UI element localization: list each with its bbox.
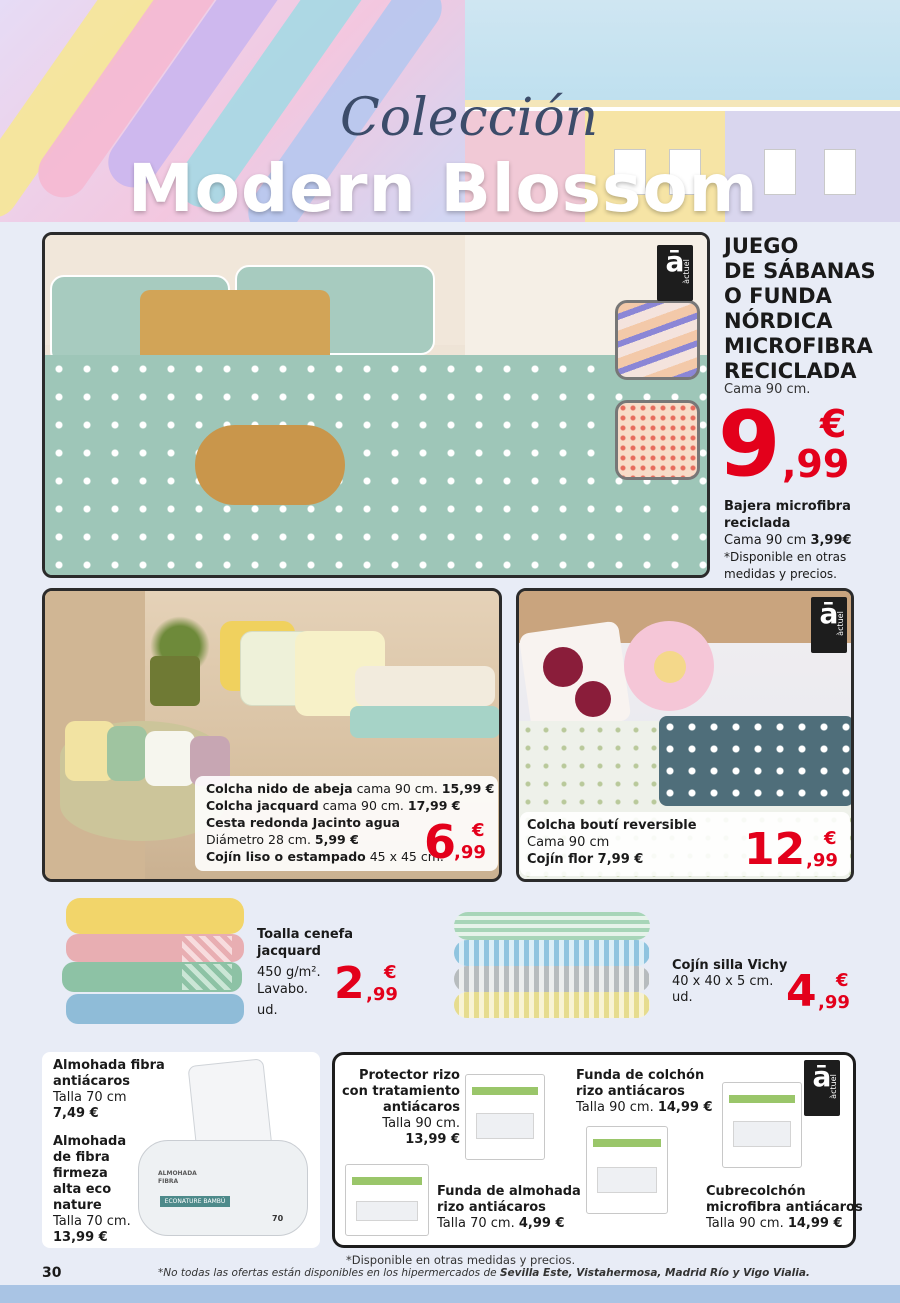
pillow-b-info: Almohada de fibra firmeza alta eco nature Talla 70 cm. 13,99 € [53, 1134, 131, 1245]
main-product-size: Cama 90 cm. [724, 382, 811, 397]
bouti-price: 12 € ,99 [744, 824, 838, 875]
bed-photo [42, 232, 710, 578]
cubrecolchon-package [722, 1082, 802, 1168]
colcha-price: 6 € ,99 [424, 815, 486, 869]
towel-price: 2 € ,99 [334, 958, 398, 1009]
towels-image [62, 894, 252, 1030]
protector-info: Protector rizo con tratamiento antiácaros Talla 90 cm. 13,99 € [341, 1068, 460, 1147]
main-product-title: JUEGO DE SÁBANAS O FUNDA NÓRDICA MICROFIBRA RECICLADA [724, 234, 876, 383]
towel-info: Toalla cenefa jacquard 450 g/m². Lavabo. ud. [257, 927, 354, 1018]
collection-main-title: Modern Blossom [128, 150, 759, 222]
footer-disclaimer: *No todas las ofertas están disponibles en los hipermercados de Sevilla Este, Vistahermosa, Madrid Río y Vigo Vialia. [158, 1267, 810, 1279]
pillow-band: ECONATURE BAMBÚ [160, 1196, 230, 1207]
bottom-bar [0, 1285, 900, 1303]
hero-banner [0, 0, 900, 222]
cushion-price: 4 € ,99 [786, 966, 850, 1017]
actuel-logo: ā àctuel [657, 245, 693, 301]
pillow-a-info: Almohada fibra antiácaros Talla 70 cm 7,49 € [53, 1058, 165, 1121]
funda-almohada-info: Funda de almohada rizo antiácaros Talla 70 cm. 4,99 € [437, 1184, 581, 1231]
protector-package [465, 1074, 545, 1160]
collection-script-title: Colección [340, 88, 599, 148]
funda-colchon-info: Funda de colchón rizo antiácaros Talla 90 cm. 14,99 € [576, 1068, 713, 1115]
pillow-label: ALMOHADA FIBRA [158, 1170, 197, 1185]
funda-colchon-package [586, 1126, 668, 1214]
footer-note: *Disponible en otras medidas y precios. [346, 1253, 576, 1267]
actuel-logo-2: ā àctuel [811, 597, 847, 653]
actuel-logo-3: ā àctuel [804, 1060, 840, 1116]
bouti-info-text: Colcha boutí reversible Cama 90 cm Cojín flor 7,99 € [527, 818, 697, 867]
main-price: 9 € ,99 [718, 392, 850, 497]
chair-cushions-image [448, 906, 658, 1022]
pillow-size-label: 70 [272, 1214, 284, 1223]
cubrecolchon-info: Cubrecolchón microfibra antiácaros Talla 90 cm. 14,99 € [706, 1184, 863, 1231]
main-extra-info: Bajera microfibra reciclada Cama 90 cm 3,99€ *Disponible en otras medidas y precios. [724, 499, 852, 581]
page-number: 30 [42, 1265, 62, 1281]
cushion-info: Cojín silla Vichy 40 x 40 x 5 cm. ud. [672, 958, 788, 1005]
funda-almohada-package [345, 1164, 429, 1236]
colcha-info-text: Colcha nido de abeja cama 90 cm. 15,99 € Colcha jacquard cama 90 cm. 17,99 € Cesta redonda Jacinto agua Diámetro 28 cm. 5,99 € Cojín liso o estampado 45 x 45 cm. [206, 781, 495, 864]
